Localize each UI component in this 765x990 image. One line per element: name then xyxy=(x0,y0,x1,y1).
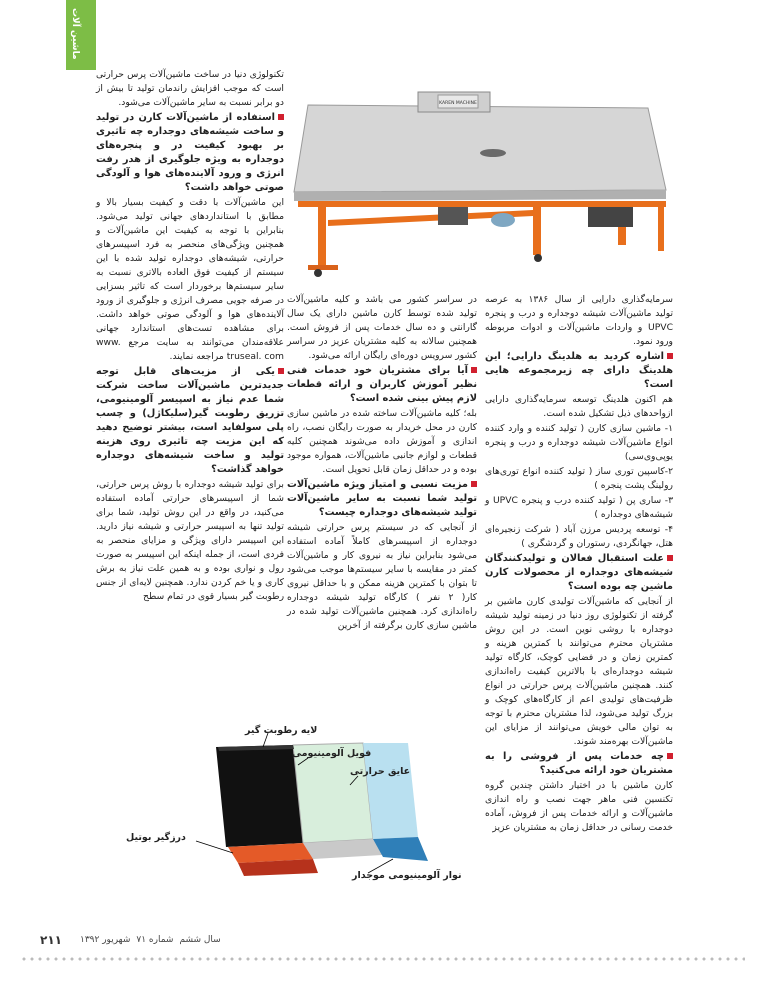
paragraph: در سراسر کشور می باشد و کلیه ماشین‌آلات تولید شده توسط کارن ماشین دارای یک سال گارانتی و ده سال خدمات پس از فروش است. همچنین سالانه به کلیه مشتریان عزیز در سراسر کشور سرویس دوره‌ای رایگان ارائه می‌شود. xyxy=(287,294,477,361)
paragraph: کارن ماشین با در اختیار داشتن چندین گروه تکنسین فنی ماهر جهت نصب و راه اندازی ماشین‌آلات و ارائه خدمات پس از فروش، آماده خدمت رسانی در حداقل زمان به مشتریان عزیز xyxy=(485,780,673,833)
paragraph: ۴- توسعه پردیس مرزن آباد ( شرکت زنجیره‌ای هتل، جهانگردی، رستوران و گردشگری ) xyxy=(485,524,673,549)
label-moisture: لایه رطوبت گیر xyxy=(245,725,318,736)
page-number: ۲۱۱ xyxy=(40,933,62,947)
footer-info xyxy=(80,935,221,945)
question-heading: آیا برای مشتریان خود خدمات فنی نظیر آموزش کاربران و ارائه قطعات لازم پیش بینی شده است؟ xyxy=(287,365,477,404)
paragraph: از آنجایی که در سیستم پرس حرارتی شیشه دوجداره از اسپیسرهای کاملاً آماده استفاده می‌شود بنابراین نیاز به نیروی کار و ماشین‌آلات کمتر در مقایسه با سایر سیستم‌ها موجب می‌شود تا بتوان با کمترین هزینه ممکن و با حداقل نیروی کار( ۲ نفر ) کارگاه تولید شیشه دوجداره راه‌اندازی کرد. همچنین ماشین‌آلات تولید شده در ماشین سازی کارن برگرفته از آخرین xyxy=(287,522,477,631)
label-adhesive: درزگیر بوتیل xyxy=(126,832,186,843)
section-tab xyxy=(66,0,96,70)
section-tab-label: ماشین آلات xyxy=(70,8,80,60)
paragraph: بله؛ کلیه ماشین‌آلات ساخته شده در ماشین سازی کارن در محل خریدار به صورت رایگان نصب، راه اندازی و آموزش داده می‌شوند همچنین کلیه قطعات و لوازم جانبی ماشین‌آلات، همواره موجود بوده و در حداقل زمان قابل تحویل است. xyxy=(287,408,477,475)
paragraph: این ماشین‌آلات با دقت و کیفیت بسیار بالا و مطابق با استانداردهای جهانی تولید می‌شود. بنابراین با توجه به کیفیت این ماشین‌آلات و همچنین ویژگی‌های منحصر به فرد اسپیسرهای حرارتی، شیشه‌های دوجداره تولید شده با این سیستم از کیفیت فوق العاده بالاتری نسبت به سایر سیستم‌ها برخوردار است که تاثیر بسزایی در صرفه جویی مصرف انرژی و جلوگیری از ورود آلاینده‌های هوا و آلودگی صوتی خواهد داشت. برای مشاهده تست‌های استاندارد جهانی علاقه‌مندان می‌توانند به سایت مرجع www. truseal. com مراجعه نمایند. xyxy=(96,197,284,362)
paragraph: ۱- ماشین سازی کارن ( تولید کننده و وارد کننده انواع ماشین‌آلات شیشه دوجداره و درب و پنجره یوپی‌وی‌سی) xyxy=(485,423,673,462)
question-heading: یکی از مزیت‌های قابل توجه جدیدترین ماشین‌آلات ساخت شرکت شما عدم نیاز به اسپیسر آلومینیومی، تزریق رطوبت گیر(سلیکاژل) و چسب پلی سولفاید است، بیشتر توضیح دهید که این مزیت چه تاثیری روی هزینه تولید و ساخت شیشه‌های دوجداره خواهد گذاشت؟ xyxy=(96,366,284,475)
question-heading: علت استقبال فعالان و تولیدکنندگان شیشه‌های دوجداره از محصولات کارن ماشین چه بوده است؟ xyxy=(485,553,673,592)
paragraph: ۳- ساری پن ( تولید کننده درب و پنجره UPVC و شیشه‌های دوجداره ) xyxy=(485,495,674,520)
footer-issue: شماره ۷۱ xyxy=(136,935,174,945)
question-heading: مزیت نسبی و امتیاز ویژه ماشین‌آلات تولید شما نسبت به سایر ماشین‌آلات تولید شیشه‌های دوجداره چیست؟ xyxy=(287,479,477,518)
question-heading: چه خدمات پس از فروشی را به مشتریان خود ارائه می‌کنید؟ xyxy=(485,751,673,776)
paragraph: ۲-کاسپین توری ساز ( تولید کننده انواع توری‌های رولینگ پشت پنجره ) xyxy=(485,466,673,491)
column-right xyxy=(485,293,673,836)
footer-year: سال ششم xyxy=(179,935,221,945)
question-heading: اشاره کردید به هلدینگ دارایی؛ این هلدینگ دارای چه زیرمجموعه هایی است؟ xyxy=(485,351,673,390)
paragraph: تکنولوژی دنیا در ساخت ماشین‌آلات پرس حرارتی است که موجب افزایش راندمان تولید تا بیش از دو برابر نسبت به سایر ماشین‌آلات می‌شود. xyxy=(96,69,284,108)
column-left xyxy=(96,68,284,605)
question-heading: استفاده از ماشین‌آلات کارن در تولید و ساخت شیشه‌های دوجداره چه تاثیری بر بهبود کیفیت در و پنجره‌های دوجداره به ویژه جلوگیری از هدر رفت انرژی و ورود آلاینده‌های هوا و آلودگی صوتی خواهد داشت؟ xyxy=(96,112,284,193)
footer-month: شهریور ۱۳۹۲ xyxy=(80,935,131,945)
column-middle xyxy=(287,293,477,634)
paragraph: از آنجایی که ماشین‌آلات تولیدی کارن ماشین بر گرفته از تکنولوژی روز دنیا در زمینه تولید شیشه دوجداره با روشی نوین است. در این روش مشتریان محترم می‌توانند با کمترین هزینه و کمترین زمان و در فضایی کوچک، کارگاه تولید شیشه دوجداره‌ای با بالاترین کیفیت راه‌اندازی کنند. همچنین ماشین‌آلات پرس حرارتی در انواع ظرفیت‌های تولیدی اعم از کارگاه‌های کوچک و بزرگ تولید می‌شود، لذا مشتریان محترم با توجه به توان مالی خویش می‌توانند از مزایای این ماشین‌آلات بهره‌مند شوند. xyxy=(485,596,673,747)
paragraph: هم اکنون هلدینگ توسعه سرمایه‌گذاری دارایی ازواحدهای ذیل تشکیل شده است. xyxy=(485,394,673,419)
machine-photo xyxy=(288,70,678,285)
paragraph: برای تولید شیشه دوجداره با روش پرس حرارتی، شما از اسپیسرهای حرارتی آماده استفاده می‌کنید، در واقع در این روش تولید، شما برای تولید تنها به اسپیسر حرارتی و شیشه نیاز دارید. این اسپیسر دارای ویژگی و مزایای منحصر به فردی است، از جمله اینکه این اسپیسر به صورت رول و نواری بوده و به همین علت نیاز به برش کاری و یا خم کردن ندارد. همچنین لایه‌ای از جنس رطوبت گیر بسیار قوی در تمام سطح xyxy=(96,479,284,602)
label-foil: فویل آلومینیومی xyxy=(292,748,372,759)
paragraph: سرمایه‌گذاری دارایی از سال ۱۳۸۶ به عرصه تولید ماشین‌آلات شیشه دوجداره و درب و پنجره UPVC و واردات ماشین‌آلات و ادوات مربوطه ورود نمود. xyxy=(485,294,673,347)
label-insulation: عایق حرارتی xyxy=(350,766,411,777)
footer-dots xyxy=(20,955,745,963)
label-wave: نوار آلومینیومی موجدار xyxy=(352,870,462,881)
machine-logo: KAREN MACHINE xyxy=(439,101,477,106)
